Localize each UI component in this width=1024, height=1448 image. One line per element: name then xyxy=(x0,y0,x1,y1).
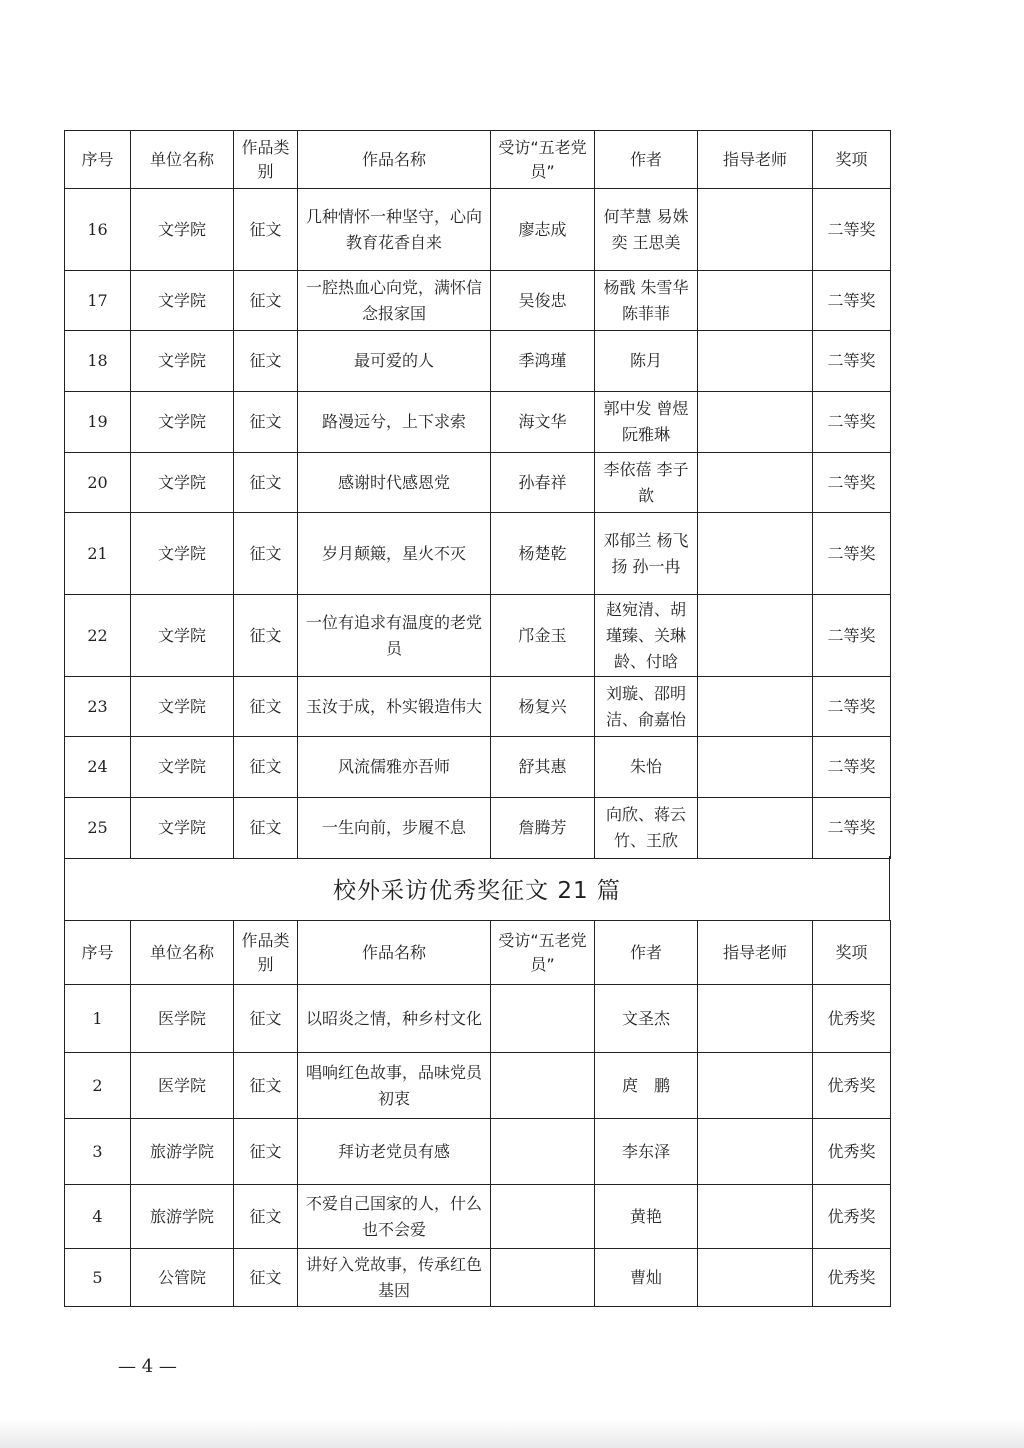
row-interviewee: 邝金玉 xyxy=(491,595,595,677)
table-row xyxy=(65,798,891,859)
row-interviewee: 季鸿瑾 xyxy=(491,331,595,392)
row-category: 征文 xyxy=(234,331,298,392)
row-unit: 文学院 xyxy=(131,798,234,859)
header-interviewee: 受访“五老党员” xyxy=(491,131,595,189)
row-category: 征文 xyxy=(234,985,298,1053)
row-advisor xyxy=(698,392,813,453)
row-seq: 20 xyxy=(65,453,131,513)
page-number: — 4 — xyxy=(118,1356,177,1377)
row-interviewee xyxy=(491,985,595,1053)
table-row xyxy=(65,453,891,513)
row-title: 一位有追求有温度的老党员 xyxy=(298,595,491,677)
row-title: 以昭炎之情，种乡村文化 xyxy=(298,985,491,1053)
row-category: 征文 xyxy=(234,1185,298,1249)
row-seq: 25 xyxy=(65,798,131,859)
row-seq: 21 xyxy=(65,513,131,595)
row-unit: 文学院 xyxy=(131,392,234,453)
row-author: 文圣杰 xyxy=(595,985,698,1053)
row-seq: 18 xyxy=(65,331,131,392)
row-unit: 文学院 xyxy=(131,453,234,513)
row-title: 一生向前，步履不息 xyxy=(298,798,491,859)
row-author: 向欣、蒋云竹、王欣 xyxy=(595,798,698,859)
row-award: 二等奖 xyxy=(813,271,891,331)
row-advisor xyxy=(698,189,813,271)
row-unit: 文学院 xyxy=(131,677,234,737)
row-category: 征文 xyxy=(234,1053,298,1119)
table-row xyxy=(65,331,891,392)
row-unit: 旅游学院 xyxy=(131,1119,234,1185)
row-seq: 19 xyxy=(65,392,131,453)
table-row xyxy=(65,271,891,331)
row-advisor xyxy=(698,1249,813,1307)
row-title: 最可爱的人 xyxy=(298,331,491,392)
row-title: 一腔热血心向党，满怀信念报家国 xyxy=(298,271,491,331)
table-row xyxy=(65,677,891,737)
row-title: 风流儒雅亦吾师 xyxy=(298,737,491,798)
row-title: 几种情怀一种坚守，心向教育花香自来 xyxy=(298,189,491,271)
row-seq: 22 xyxy=(65,595,131,677)
row-title: 岁月颠簸，星火不灭 xyxy=(298,513,491,595)
row-author: 李依蓓 李子歆 xyxy=(595,453,698,513)
row-unit: 医学院 xyxy=(131,985,234,1053)
award-table-excellence xyxy=(64,920,891,1307)
row-title: 拜访老党员有感 xyxy=(298,1119,491,1185)
row-interviewee: 吴俊忠 xyxy=(491,271,595,331)
row-category: 征文 xyxy=(234,1119,298,1185)
row-advisor xyxy=(698,1119,813,1185)
row-advisor xyxy=(698,737,813,798)
row-seq: 4 xyxy=(65,1185,131,1249)
header-category: 作品类别 xyxy=(234,131,298,189)
row-unit: 公管院 xyxy=(131,1249,234,1307)
row-interviewee: 孙春祥 xyxy=(491,453,595,513)
header-seq: 序号 xyxy=(65,131,131,189)
row-author: 黄艳 xyxy=(595,1185,698,1249)
row-author: 陈月 xyxy=(595,331,698,392)
row-award: 优秀奖 xyxy=(813,1185,891,1249)
row-award: 二等奖 xyxy=(813,737,891,798)
header-interviewee: 受访“五老党员” xyxy=(491,921,595,985)
row-award: 二等奖 xyxy=(813,453,891,513)
row-seq: 16 xyxy=(65,189,131,271)
row-author: 何芊慧 易姝奕 王思美 xyxy=(595,189,698,271)
row-award: 优秀奖 xyxy=(813,985,891,1053)
row-interviewee xyxy=(491,1053,595,1119)
row-interviewee: 詹腾芳 xyxy=(491,798,595,859)
row-author: 郭中发 曾煜 阮雅琳 xyxy=(595,392,698,453)
row-interviewee xyxy=(491,1249,595,1307)
row-advisor xyxy=(698,1053,813,1119)
table-row xyxy=(65,1119,891,1185)
table-header-row xyxy=(65,131,891,189)
row-award: 优秀奖 xyxy=(813,1119,891,1185)
row-category: 征文 xyxy=(234,392,298,453)
row-title: 感谢时代感恩党 xyxy=(298,453,491,513)
header-advisor: 指导老师 xyxy=(698,921,813,985)
row-author: 李东泽 xyxy=(595,1119,698,1185)
row-interviewee xyxy=(491,1185,595,1249)
row-unit: 文学院 xyxy=(131,331,234,392)
row-award: 二等奖 xyxy=(813,189,891,271)
row-title: 唱响红色故事，品味党员初衷 xyxy=(298,1053,491,1119)
row-advisor xyxy=(698,513,813,595)
row-title: 不爱自己国家的人，什么也不会爱 xyxy=(298,1185,491,1249)
row-unit: 文学院 xyxy=(131,513,234,595)
row-category: 征文 xyxy=(234,595,298,677)
row-unit: 文学院 xyxy=(131,595,234,677)
table-row xyxy=(65,1053,891,1119)
row-award: 二等奖 xyxy=(813,677,891,737)
row-category: 征文 xyxy=(234,271,298,331)
row-advisor xyxy=(698,331,813,392)
row-author: 朱怡 xyxy=(595,737,698,798)
table-row xyxy=(65,737,891,798)
row-seq: 24 xyxy=(65,737,131,798)
row-advisor xyxy=(698,798,813,859)
header-title: 作品名称 xyxy=(298,921,491,985)
row-category: 征文 xyxy=(234,1249,298,1307)
row-category: 征文 xyxy=(234,798,298,859)
header-award: 奖项 xyxy=(813,131,891,189)
table-row xyxy=(65,1249,891,1307)
table-row xyxy=(65,595,891,677)
row-title: 路漫远兮，上下求索 xyxy=(298,392,491,453)
row-interviewee xyxy=(491,1119,595,1185)
row-unit: 文学院 xyxy=(131,737,234,798)
row-advisor xyxy=(698,985,813,1053)
row-author: 邓郁兰 杨飞扬 孙一冉 xyxy=(595,513,698,595)
row-seq: 2 xyxy=(65,1053,131,1119)
header-seq: 序号 xyxy=(65,921,131,985)
row-award: 二等奖 xyxy=(813,798,891,859)
table-row xyxy=(65,985,891,1053)
row-author: 杨戬 朱雪华 陈菲菲 xyxy=(595,271,698,331)
table-row xyxy=(65,189,891,271)
row-advisor xyxy=(698,453,813,513)
row-interviewee: 杨复兴 xyxy=(491,677,595,737)
header-author: 作者 xyxy=(595,131,698,189)
row-interviewee: 廖志成 xyxy=(491,189,595,271)
header-award: 奖项 xyxy=(813,921,891,985)
header-advisor: 指导老师 xyxy=(698,131,813,189)
row-award: 二等奖 xyxy=(813,392,891,453)
row-advisor xyxy=(698,677,813,737)
row-unit: 文学院 xyxy=(131,271,234,331)
row-category: 征文 xyxy=(234,189,298,271)
row-interviewee: 舒其惠 xyxy=(491,737,595,798)
row-title: 玉汝于成，朴实锻造伟大 xyxy=(298,677,491,737)
row-seq: 3 xyxy=(65,1119,131,1185)
table-row xyxy=(65,392,891,453)
table-row xyxy=(65,1185,891,1249)
row-award: 二等奖 xyxy=(813,331,891,392)
header-unit: 单位名称 xyxy=(131,131,234,189)
row-title: 讲好入党故事，传承红色基因 xyxy=(298,1249,491,1307)
row-seq: 23 xyxy=(65,677,131,737)
header-unit: 单位名称 xyxy=(131,921,234,985)
table-header-row xyxy=(65,921,891,985)
table-row xyxy=(65,513,891,595)
row-category: 征文 xyxy=(234,513,298,595)
scan-edge-shadow xyxy=(0,1420,1024,1448)
row-interviewee: 海文华 xyxy=(491,392,595,453)
row-award: 优秀奖 xyxy=(813,1053,891,1119)
row-category: 征文 xyxy=(234,453,298,513)
row-author: 曹灿 xyxy=(595,1249,698,1307)
award-table-second-prize xyxy=(64,130,891,859)
row-interviewee: 杨楚乾 xyxy=(491,513,595,595)
row-advisor xyxy=(698,595,813,677)
header-title: 作品名称 xyxy=(298,131,491,189)
row-award: 优秀奖 xyxy=(813,1249,891,1307)
row-category: 征文 xyxy=(234,737,298,798)
header-author: 作者 xyxy=(595,921,698,985)
row-seq: 17 xyxy=(65,271,131,331)
row-seq: 1 xyxy=(65,985,131,1053)
row-unit: 医学院 xyxy=(131,1053,234,1119)
row-seq: 5 xyxy=(65,1249,131,1307)
row-advisor xyxy=(698,271,813,331)
row-award: 二等奖 xyxy=(813,513,891,595)
row-advisor xyxy=(698,1185,813,1249)
row-unit: 旅游学院 xyxy=(131,1185,234,1249)
section-title: 校外采访优秀奖征文 21 篇 xyxy=(64,856,890,920)
row-unit: 文学院 xyxy=(131,189,234,271)
row-author: 赵宛清、胡瑾臻、关琳龄、付晗 xyxy=(595,595,698,677)
row-author: 刘璇、邵明洁、俞嘉怡 xyxy=(595,677,698,737)
header-category: 作品类别 xyxy=(234,921,298,985)
row-author: 庹 鹏 xyxy=(595,1053,698,1119)
row-award: 二等奖 xyxy=(813,595,891,677)
row-category: 征文 xyxy=(234,677,298,737)
